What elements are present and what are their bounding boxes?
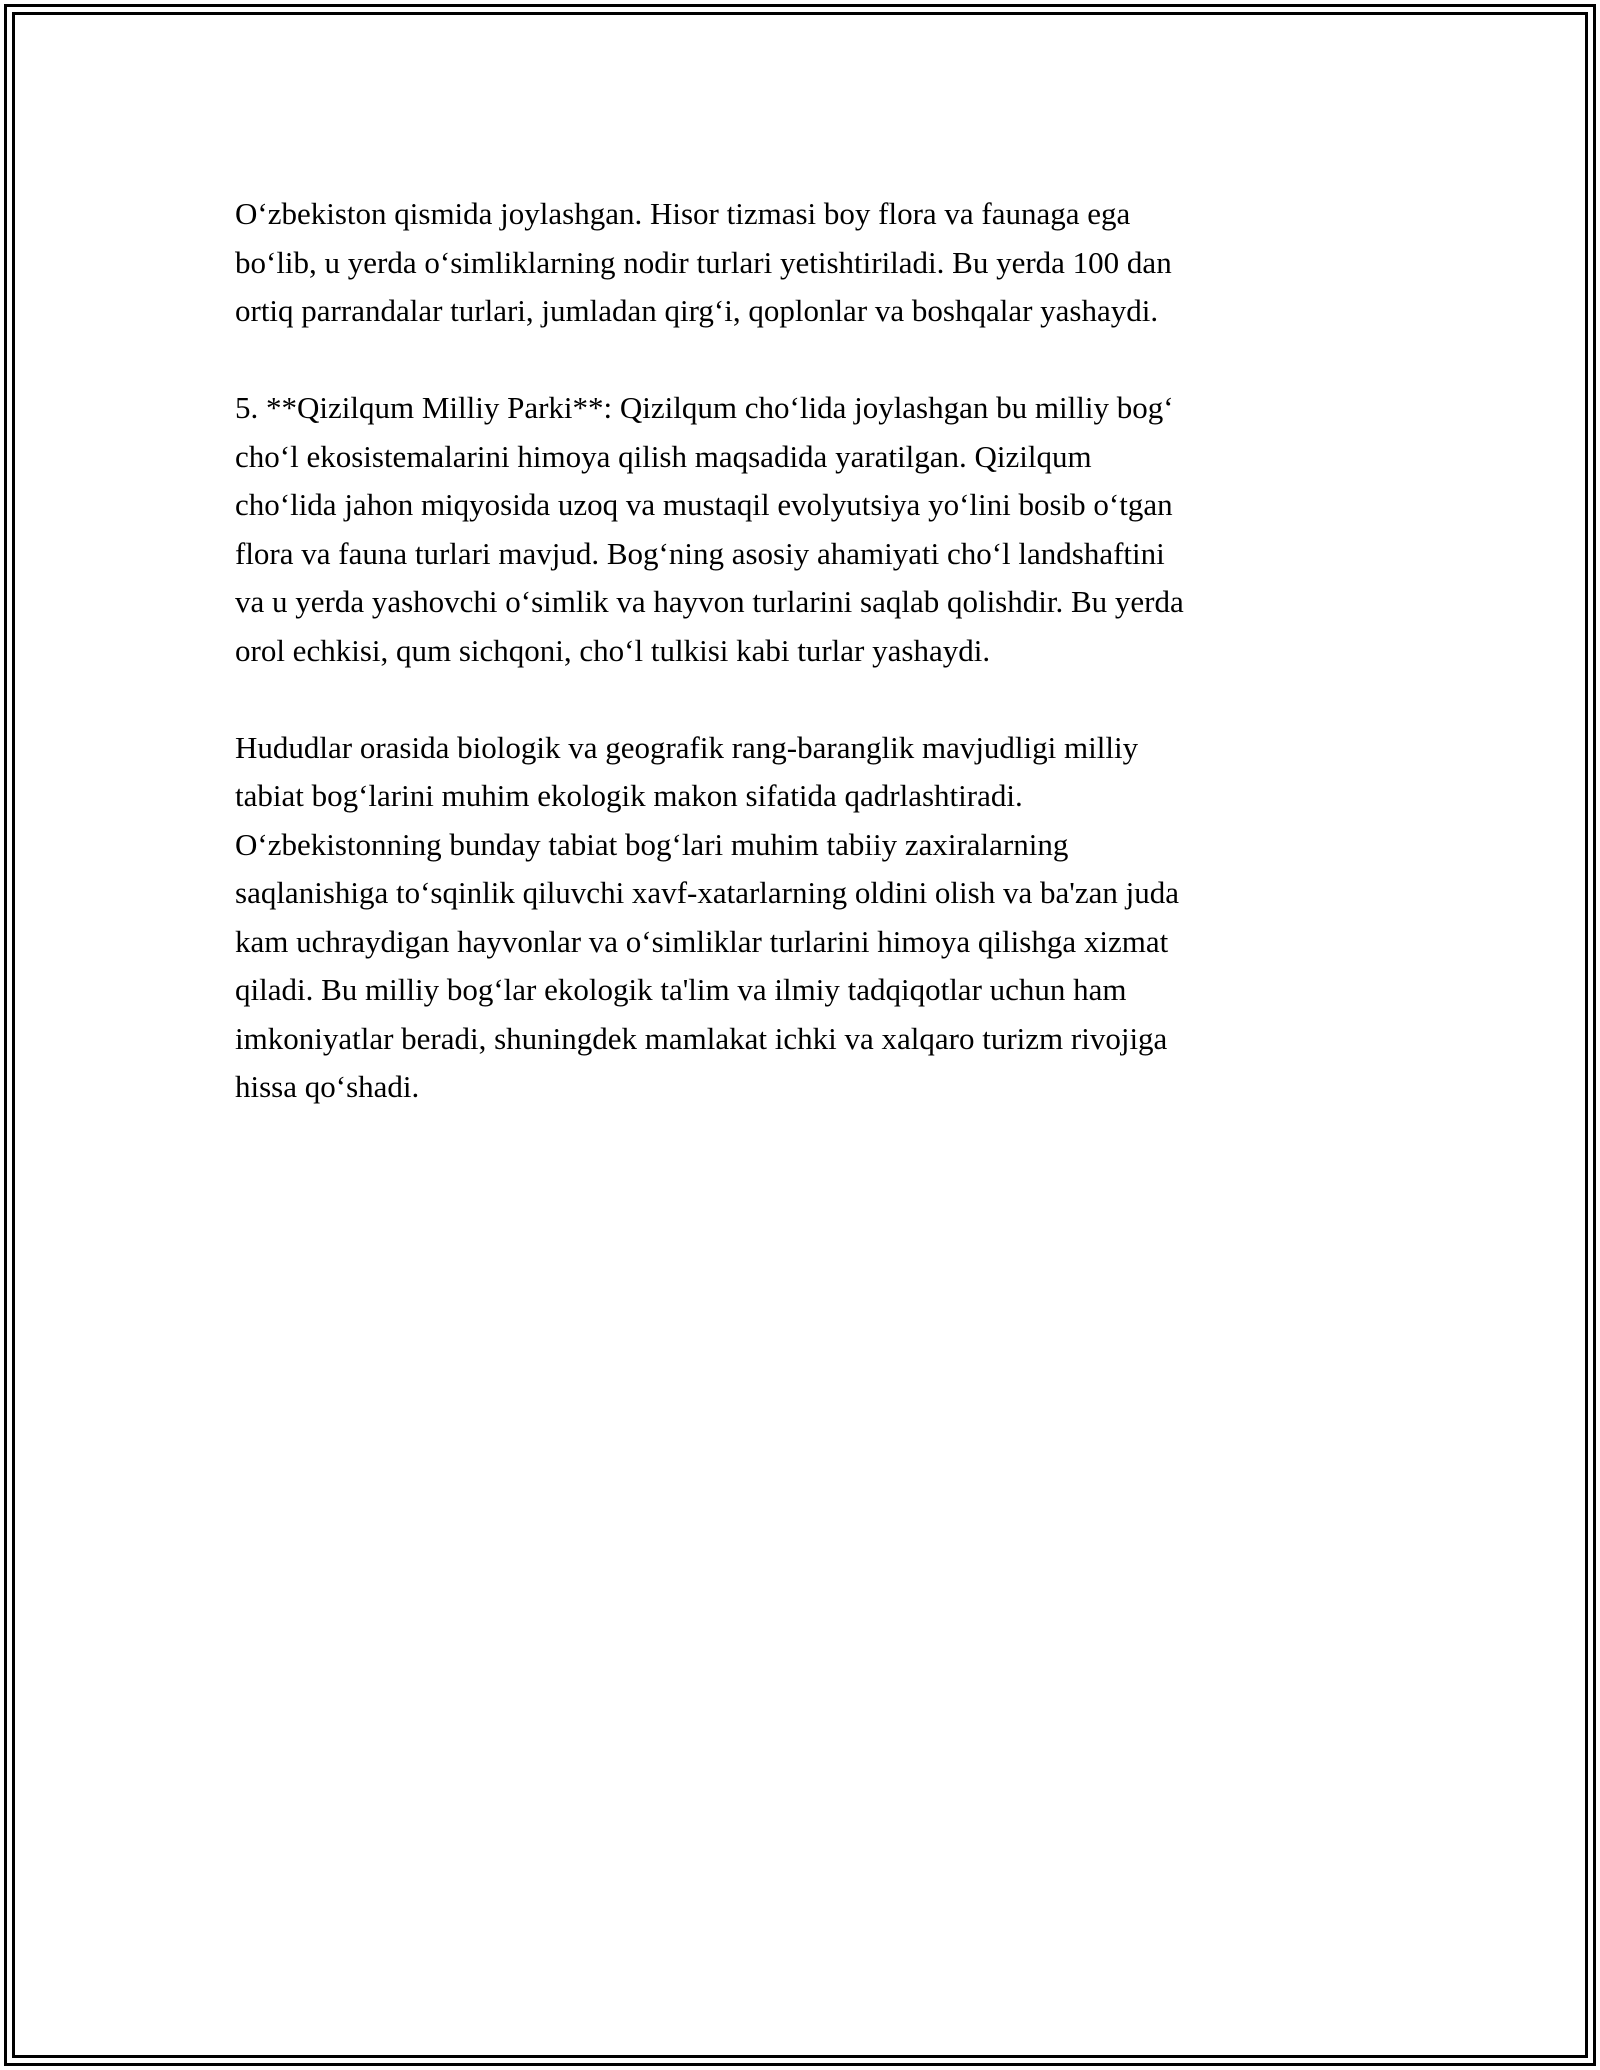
text-line: bo‘lib, u yerda o‘simliklarning nodir turlari yetishtiriladi. Bu yerda 100 dan (235, 244, 1172, 280)
text-line: saqlanishiga to‘sqinlik qiluvchi xavf-xatarlarning oldini olish va ba'zan juda (235, 875, 1179, 910)
text-line: tabiat bog‘larini muhim ekologik makon sifatida qadrlashtiradi. (235, 778, 1023, 813)
text-line: ortiq parrandalar turlari, jumladan qirg‘i, qoplonlar va boshqalar yashaydi. (235, 293, 1159, 328)
paragraph-conclusion (235, 724, 1385, 1112)
text-line: 5. **Qizilqum Milliy Parki**: Qizilqum cho‘lida joylashgan bu milliy bog‘ (235, 390, 1174, 425)
text-line: hissa qo‘shadi. (235, 1069, 420, 1104)
text-line: O‘zbekiston qismida joylashgan. Hisor tizmasi boy flora va faunaga ega (235, 196, 1131, 231)
text-line: imkoniyatlar beradi, shuningdek mamlakat ichki va xalqaro turizm rivojiga (235, 1020, 1168, 1056)
text-line: orol echkisi, qum sichqoni, cho‘l tulkisi kabi turlar yashaydi. (235, 632, 991, 668)
text-line: O‘zbekistonning bunday tabiat bog‘lari muhim tabiiy zaxiralarning (235, 826, 1069, 862)
text-line: kam uchraydigan hayvonlar va o‘simliklar turlarini himoya qilishga xizmat (235, 923, 1169, 959)
text-line: flora va fauna turlari mavjud. Bog‘ning asosiy ahamiyati cho‘l landshaftini (235, 535, 1165, 571)
text-line: cho‘lida jahon miqyosida uzoq va mustaqil evolyutsiya yo‘lini bosib o‘tgan (235, 487, 1173, 522)
paragraph-hisor (235, 190, 1385, 336)
paragraph-qizilqum (235, 384, 1385, 675)
text-line: va u yerda yashovchi o‘simlik va hayvon turlarini saqlab qolishdir. Bu yerda (235, 584, 1184, 619)
document-body (235, 190, 1385, 1160)
text-line: Hududlar orasida biologik va geografik rang-baranglik mavjudligi milliy (235, 729, 1139, 765)
text-line: cho‘l ekosistemalarini himoya qilish maqsadida yaratilgan. Qizilqum (235, 438, 1092, 474)
text-line: qiladi. Bu milliy bog‘lar ekologik ta'lim va ilmiy tadqiqotlar uchun ham (235, 972, 1127, 1007)
